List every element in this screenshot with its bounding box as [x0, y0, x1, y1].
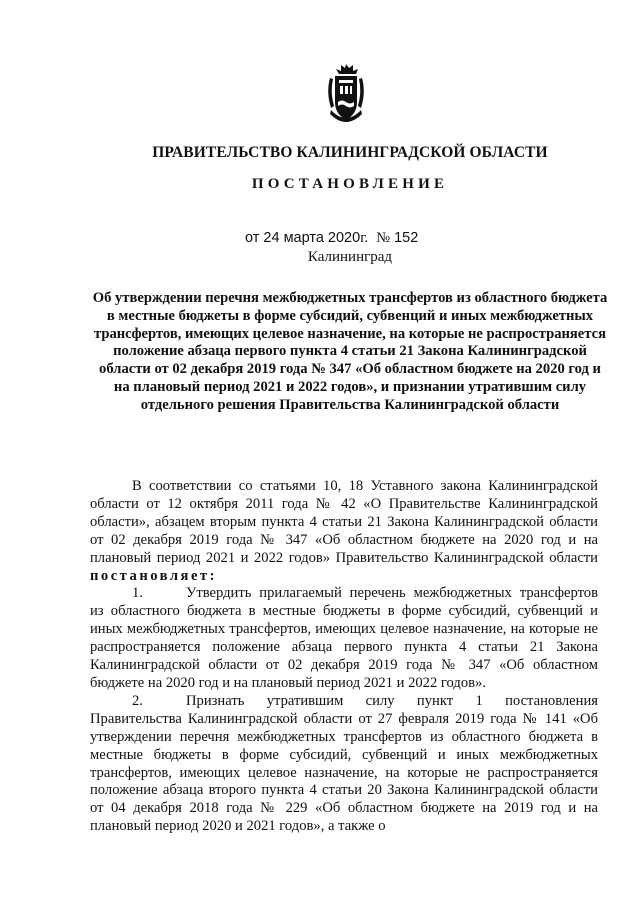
preamble-text: В соответствии со статьями 10, 18 Уставного закона Калининградской области от 12 октября 2011 года № 42 «О Правительстве Калининградской области», абзацем вторым пункта 4 статьи 21 Закона Калининградской области от 02 декабря 2019 года № 347 «Об областном бюджете на 2020 год и на плановый период 2021 и 2022 годов» Правительство Калининградской области: [90, 478, 598, 566]
government-name: ПРАВИТЕЛЬСТВО КАЛИНИНГРАДСКОЙ ОБЛАСТИ: [152, 144, 548, 161]
decree-body: [90, 478, 598, 836]
preamble-paragraph: [90, 478, 598, 585]
item-number: 2.: [132, 692, 143, 709]
list-item: [90, 585, 598, 692]
date-prefix: от: [245, 230, 260, 246]
item-number: 1.: [132, 585, 143, 602]
list-item: [90, 693, 598, 836]
decree-date: 24 марта 2020: [263, 230, 361, 246]
decree-title: Об утверждении перечня межбюджетных трансфертов из областного бюджета в местные бюджеты в форме субсидий, субвенций и иных межбюджетных трансфертов, имеющих целевое назначение, на которые не распространяется положение абзаца первого пункта 4 статьи 21 Закона Калининградской области от 02 декабря 2019 года № 347 «Об областном бюджете на 2020 год и на плановый период 2021 и 2022 годов», и признании утратившим силу отдельного решения Правительства Калининградской области: [92, 290, 608, 413]
resolves-word: постановляет:: [90, 567, 217, 584]
date-number-line: [245, 230, 418, 247]
city: Калининград: [307, 249, 393, 265]
document-type: ПОСТАНОВЛЕНИЕ: [251, 176, 449, 192]
item-text: Утвердить прилагаемый перечень межбюджетных трансфертов из областного бюджета в местные бюджеты в форме субсидий, субвенций и иных межбюджетных трансфертов, имеющих целевое назначение, на которые не распространяется положение абзаца первого пункта 4 статьи 21 Закона Калининградской области от 02 декабря 2019 года № 347 «Об областном бюджете на 2020 год и на плановый период 2021 и 2022 годов».: [90, 585, 598, 691]
year-suffix: г.: [360, 230, 369, 246]
decree-number: 152: [394, 230, 419, 246]
item-text: Признать утратившим силу пункт 1 постановления Правительства Калининградской области от 27 февраля 2019 года № 141 «Об утверждении перечня межбюджетных трансфертов из областного бюджета в местные бюджеты в форме субсидий, субвенций и иных межбюджетных трансфертов, имеющих целевое назначение, на которые не распространяется положение абзаца второго пункта 4 статьи 20 Закона Калининградской области от 04 декабря 2018 года № 229 «Об областном бюджете на 2019 год и на плановый период 2020 и 2021 годов», а также о: [90, 692, 598, 835]
number-sign: №: [376, 230, 391, 246]
coat-of-arms-icon: [322, 62, 370, 128]
